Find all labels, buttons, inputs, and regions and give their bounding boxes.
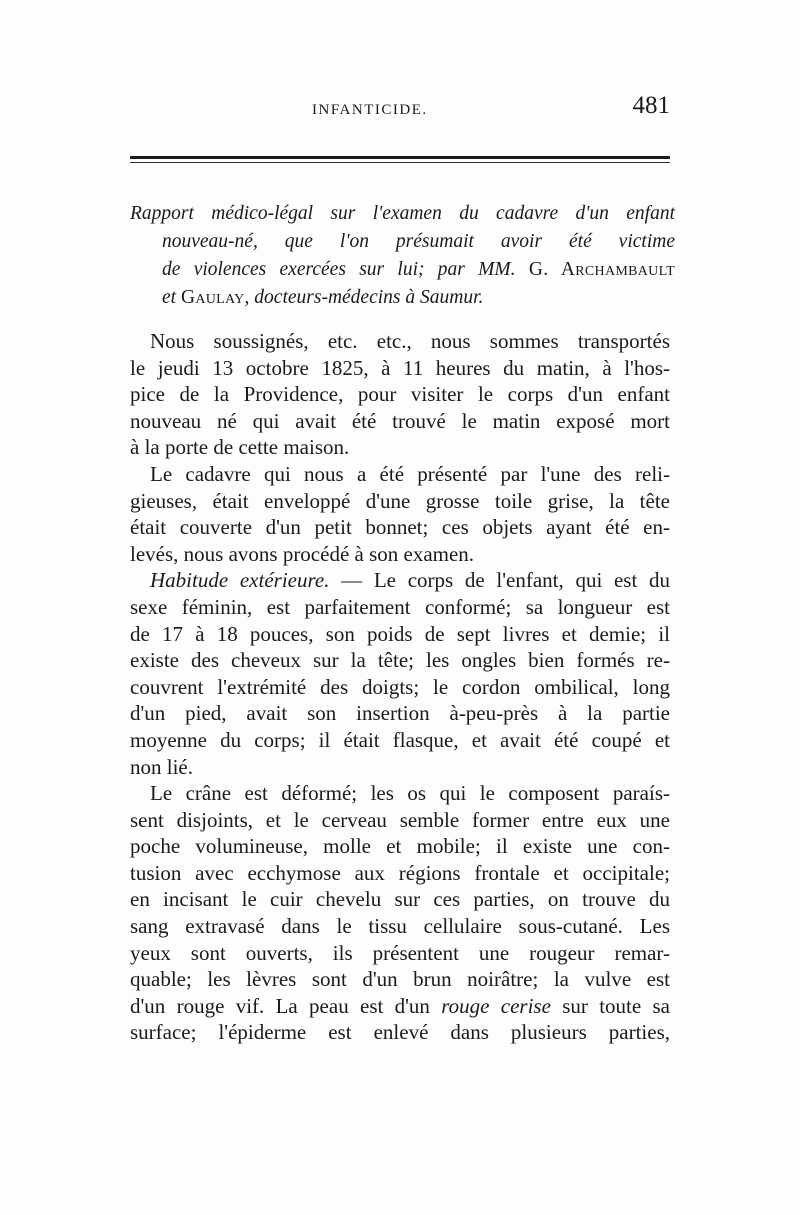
- page-number: 481: [632, 92, 670, 119]
- title-text: et: [162, 287, 177, 308]
- text-line: Le cadavre qui nous a été présenté par l'une des reli-: [150, 461, 670, 486]
- header-rule-thick: [130, 156, 670, 159]
- text-line: sang extravasé dans le tissu cellulaire sous-cutané. Les: [130, 914, 670, 939]
- running-title: INFANTICIDE.: [312, 102, 428, 118]
- title-line: Rapport médico-légal sur l'examen du cadavre d'un enfant: [130, 203, 675, 224]
- text-line: yeux sont ouverts, ils présentent une rougeur remar-: [130, 940, 670, 965]
- text-line: sent disjoints, et le cerveau semble former entre eux une: [130, 807, 670, 832]
- text-line: [130, 567, 670, 594]
- text-line: de 17 à 18 pouces, son poids de sept livres et demie; il: [130, 621, 670, 646]
- text-run: d'un rouge vif. La peau est d'un: [130, 993, 430, 1018]
- article-title: [130, 200, 675, 312]
- text-line: [130, 993, 670, 1020]
- text-line: était couverte d'un petit bonnet; ces objets ayant été en-: [130, 515, 670, 540]
- title-line: et Gaulay, docteurs-médecins à Saumur.: [162, 287, 484, 308]
- title-line: nouveau-né, que l'on présumait avoir été victime: [162, 231, 675, 252]
- author-name: G. Archambault: [528, 259, 676, 280]
- text-line: à la porte de cette maison.: [130, 435, 350, 460]
- header-rule-thin: [130, 162, 670, 163]
- text-line: gieuses, était enveloppé d'une grosse toile grise, la tête: [130, 488, 670, 513]
- title-line: [130, 256, 675, 284]
- title-text: docteurs-médecins à Saumur.: [254, 287, 484, 308]
- text-line: tusion avec ecchymose aux régions frontale et occipitale;: [130, 860, 670, 885]
- text-line: existe des cheveux sur la tête; les ongles bien formés re-: [130, 648, 670, 673]
- text-line: pice de la Providence, pour visiter le corps d'un enfant: [130, 382, 670, 407]
- text-line: d'un pied, avait son insertion à-peu-près à la partie: [130, 701, 670, 726]
- section-heading: Habitude extérieure.: [150, 568, 330, 593]
- text-line: levés, nous avons procédé à son examen.: [130, 541, 475, 566]
- text-line: surface; l'épiderme est enlevé dans plusieurs parties,: [130, 1020, 670, 1045]
- text-line: moyenne du corps; il était flasque, et avait été coupé et: [130, 727, 670, 752]
- text-line: quable; les lèvres sont d'un brun noirâtre; la vulve est: [130, 967, 670, 992]
- text-run: — Le corps de l'enfant, qui est du: [341, 568, 670, 593]
- text-line: nouveau né qui avait été trouvé le matin exposé mort: [130, 408, 670, 433]
- text-line: couvrent l'extrémité des doigts; le cordon ombilical, long: [130, 674, 670, 699]
- body-text: [130, 328, 670, 1046]
- title-text: de violences exercées sur lui; par MM.: [162, 259, 516, 280]
- text-line: Le crâne est déformé; les os qui le composent paraís-: [150, 781, 670, 806]
- text-line: le jeudi 13 octobre 1825, à 11 heures du matin, à l'hos-: [130, 355, 670, 380]
- emphasis-text: rouge cerise: [441, 993, 551, 1018]
- text-run: sur toute sa: [562, 993, 671, 1018]
- text-line: sexe féminin, est parfaitement conformé; sa longueur est: [130, 594, 670, 619]
- text-line: poche volumineuse, molle et mobile; il existe une con-: [130, 834, 670, 859]
- running-head: [130, 92, 670, 126]
- text-line: non lié.: [130, 754, 193, 779]
- text-line: Nous soussignés, etc. etc., nous sommes transportés: [150, 329, 670, 353]
- text-line: en incisant le cuir chevelu sur ces parties, on trouve du: [130, 887, 670, 912]
- author-name: Gaulay: [180, 287, 245, 308]
